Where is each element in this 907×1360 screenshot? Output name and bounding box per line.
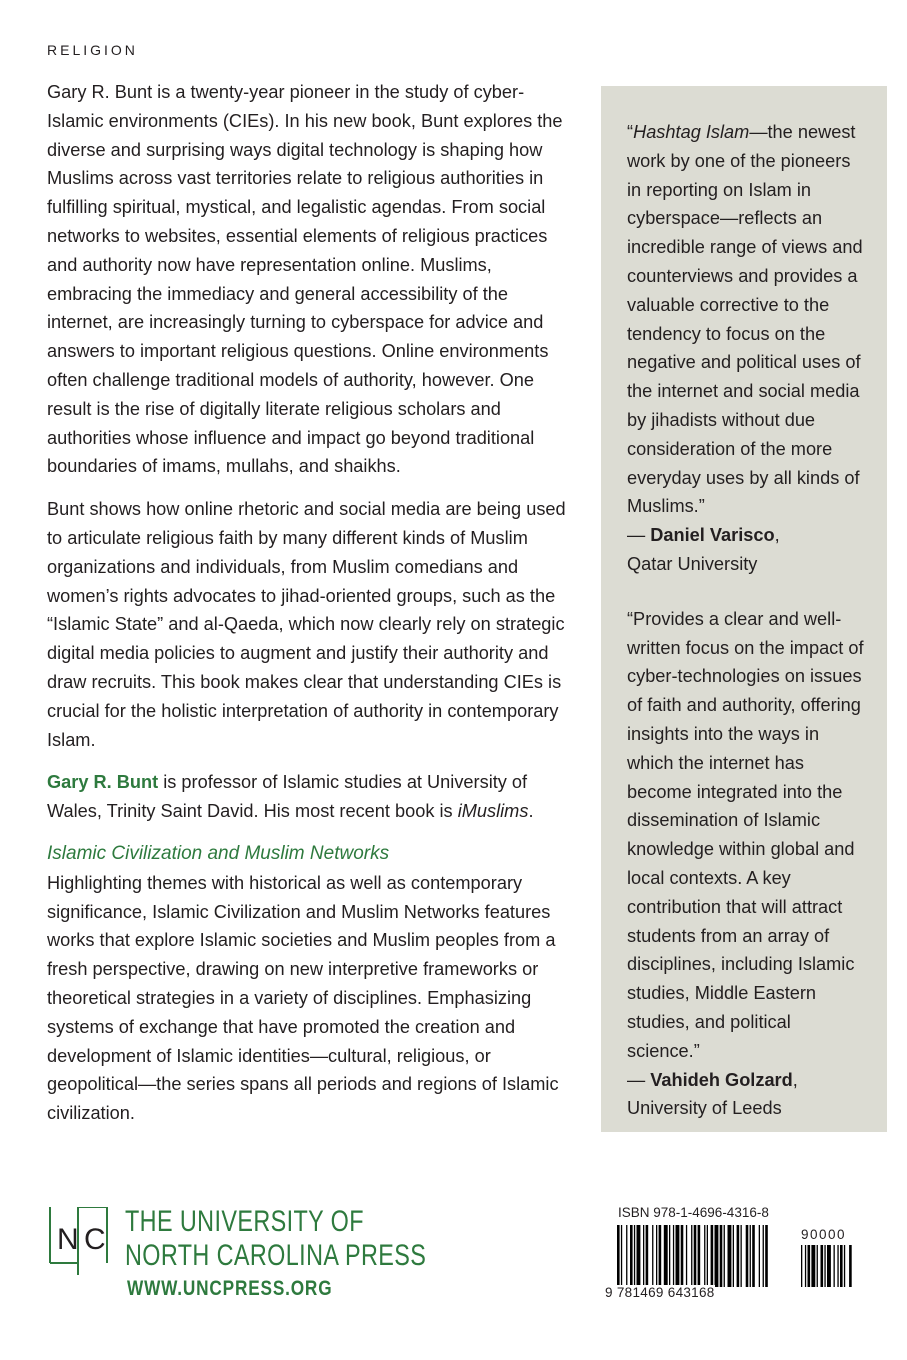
press-website[interactable]: WWW.UNCPRESS.ORG bbox=[127, 1277, 333, 1300]
barcode-bar bbox=[720, 1225, 723, 1287]
endorsement-text-1: —the newest work by one of the pioneers in reporting on Islam in cyberspace—reflects an incredible range of views and counterviews and provides a valuable corrective to the tendency to focus on the negative and political uses of the internet and social media by jihadists without due consideration of the more everyday uses by all kinds of Muslims.” bbox=[627, 122, 863, 517]
barcode-bar bbox=[676, 1225, 680, 1287]
book-description bbox=[47, 78, 577, 1142]
barcode-addon-bar bbox=[840, 1245, 843, 1287]
barcode-bar bbox=[630, 1225, 633, 1287]
barcode-addon-bar bbox=[824, 1245, 825, 1287]
barcode-bar bbox=[765, 1225, 768, 1287]
barcode-bar bbox=[637, 1225, 641, 1287]
category-label: RELIGION bbox=[47, 42, 138, 58]
barcode-bar bbox=[617, 1225, 620, 1287]
description-paragraph-1: Gary R. Bunt is a twenty-year pioneer in the study of cyber-Islamic environments (CIEs). In his new book, Bunt explores the diverse and surprising ways digital technology is shaping how Muslims across vast territories relate to religious authorities in fulfilling spiritual, mystical, and legalistic agendas. From social networks to websites, essential elements of religious practices and authority now have representation online. Muslims, embracing the immediacy and general accessibility of the internet, are increasingly turning to cyberspace for advice and answers to important religious questions. Online environments often challenge traditional models of authority, however. One result is the rise of digitally literate religious scholars and authorities whose influence and impact go beyond traditional boundaries of imams, mullahs, and shaikhs. bbox=[47, 82, 563, 477]
barcode-bar bbox=[711, 1225, 714, 1287]
barcode-bar bbox=[656, 1225, 657, 1287]
author-bio-end: . bbox=[528, 801, 534, 822]
barcode-bar bbox=[643, 1225, 644, 1287]
endorser-affiliation-1: Qatar University bbox=[627, 553, 758, 574]
author-bio bbox=[47, 768, 577, 826]
author-bio-text: is professor of Islamic studies at University of Wales, Trinity Saint David. His most recent book is bbox=[47, 772, 528, 822]
endorser-1 bbox=[627, 521, 867, 550]
barcode-addon-bar bbox=[837, 1245, 838, 1287]
barcode-bar bbox=[686, 1225, 687, 1287]
barcode-bar bbox=[707, 1225, 708, 1287]
barcode-addon-bar bbox=[834, 1245, 835, 1287]
barcode-addon-bar bbox=[827, 1245, 831, 1287]
isbn-barcode bbox=[601, 1205, 891, 1315]
barcode-addon-bar bbox=[801, 1245, 802, 1287]
barcode-bar bbox=[664, 1225, 668, 1287]
barcode-bar bbox=[746, 1225, 749, 1287]
logo-letter-n: N bbox=[57, 1223, 79, 1256]
attrib-dash: — bbox=[627, 525, 651, 546]
isbn-text: ISBN 978-1-4696-4316-8 bbox=[618, 1205, 769, 1220]
series-description: Highlighting themes with historical as well as contemporary significance, Islamic Civilization and Muslim Networks features works that explore Islamic societies and Muslim peoples from a fresh perspective, drawing on new interpretive frameworks or theoretical strategies in a variety of disciplines. Emphasizing systems of exchange that have promoted the creation and development of Islamic identities—cultural, religious, or geopolitical—the series spans all periods and regions of Islamic civilization. bbox=[47, 872, 559, 1124]
barcode-bar bbox=[698, 1225, 701, 1287]
barcode-addon-bar bbox=[817, 1245, 818, 1287]
barcode-bar bbox=[733, 1225, 734, 1287]
endorser-name-2: Vahideh Golzard bbox=[650, 1069, 793, 1090]
attrib-comma-2: , bbox=[792, 1069, 798, 1090]
barcode-bar bbox=[634, 1225, 635, 1287]
endorsement-text-2: “Provides a clear and well-written focus on the impact of cyber-technologies on issues of faith and authority, offering insights into the ways in which the internet has become integrated into the dissemination of Islamic knowledge within global and local contexts. A key contribution that will attract students from an array of disciplines, including Islamic studies, Middle Eastern studies, and political science.” bbox=[627, 608, 864, 1061]
barcode-bar bbox=[652, 1225, 653, 1287]
barcode-addon-bar bbox=[849, 1245, 852, 1287]
barcode-addon-bar bbox=[821, 1245, 824, 1287]
barcode-bar bbox=[724, 1225, 725, 1287]
quote-open-mark: “ bbox=[627, 122, 634, 142]
barcode-addon-bar bbox=[808, 1245, 811, 1287]
endorser-2 bbox=[627, 1066, 867, 1095]
press-name-line-1: THE UNIVERSITY OF bbox=[125, 1205, 364, 1238]
barcode-bar bbox=[750, 1225, 751, 1287]
barcode-bar bbox=[694, 1225, 697, 1287]
barcode-bar bbox=[728, 1225, 732, 1287]
author-name: Gary R. Bunt bbox=[47, 772, 159, 793]
endorser-affiliation-2: University of Leeds bbox=[627, 1098, 782, 1119]
attrib-comma: , bbox=[774, 525, 780, 546]
description-paragraph-2: Bunt shows how online rhetoric and social media are being used to articulate religious faith by many different kinds of Muslim organizations and individuals, from Muslim comedians and women’s rights advocates to jihad-oriented groups, such as the “Islamic State” and al-Qaeda, which now clearly rely on strategic digital media policies to augment and justify their authority and draw recruits. This book makes clear that understanding CIEs is crucial for the holistic interpretation of authority in contemporary Islam. bbox=[47, 499, 566, 750]
endorsement-quote-1 bbox=[627, 118, 867, 521]
series-title: Islamic Civilization and Muslim Networks bbox=[47, 842, 390, 864]
barcode-addon-bar bbox=[844, 1245, 845, 1287]
barcode-addon-bar bbox=[805, 1245, 806, 1287]
attrib-dash-2: — bbox=[627, 1069, 651, 1090]
barcode-bar bbox=[741, 1225, 742, 1287]
barcode-bar bbox=[715, 1225, 719, 1287]
barcode-addon-digits: 90000 bbox=[801, 1227, 847, 1242]
endorsements-box bbox=[601, 86, 887, 1132]
barcode-bar bbox=[763, 1225, 764, 1287]
barcode-bar bbox=[752, 1225, 755, 1287]
publisher-logo bbox=[47, 1205, 427, 1305]
endorsement-quote-2 bbox=[627, 605, 867, 1066]
barcode-bar bbox=[621, 1225, 622, 1287]
nc-monogram-icon bbox=[47, 1207, 113, 1275]
barcode-bar bbox=[673, 1225, 674, 1287]
barcode-bar bbox=[669, 1225, 670, 1287]
barcode-addon-bar bbox=[811, 1245, 815, 1287]
barcode-bar bbox=[737, 1225, 740, 1287]
barcode-bar bbox=[659, 1225, 662, 1287]
barcode-bar bbox=[691, 1225, 692, 1287]
barcode-digits: 9 781469 643168 bbox=[605, 1285, 715, 1300]
barcode-bar bbox=[704, 1225, 705, 1287]
quoted-book-title: Hashtag Islam bbox=[633, 122, 750, 142]
barcode-bar bbox=[759, 1225, 760, 1287]
barcode-bar bbox=[626, 1225, 627, 1287]
endorser-name-1: Daniel Varisco bbox=[650, 525, 775, 546]
recent-book-title: iMuslims bbox=[457, 801, 529, 822]
logo-letter-c: C bbox=[84, 1223, 106, 1256]
press-name-line-2: NORTH CAROLINA PRESS bbox=[125, 1239, 427, 1272]
barcode-bar bbox=[681, 1225, 684, 1287]
barcode-bar bbox=[646, 1225, 649, 1287]
